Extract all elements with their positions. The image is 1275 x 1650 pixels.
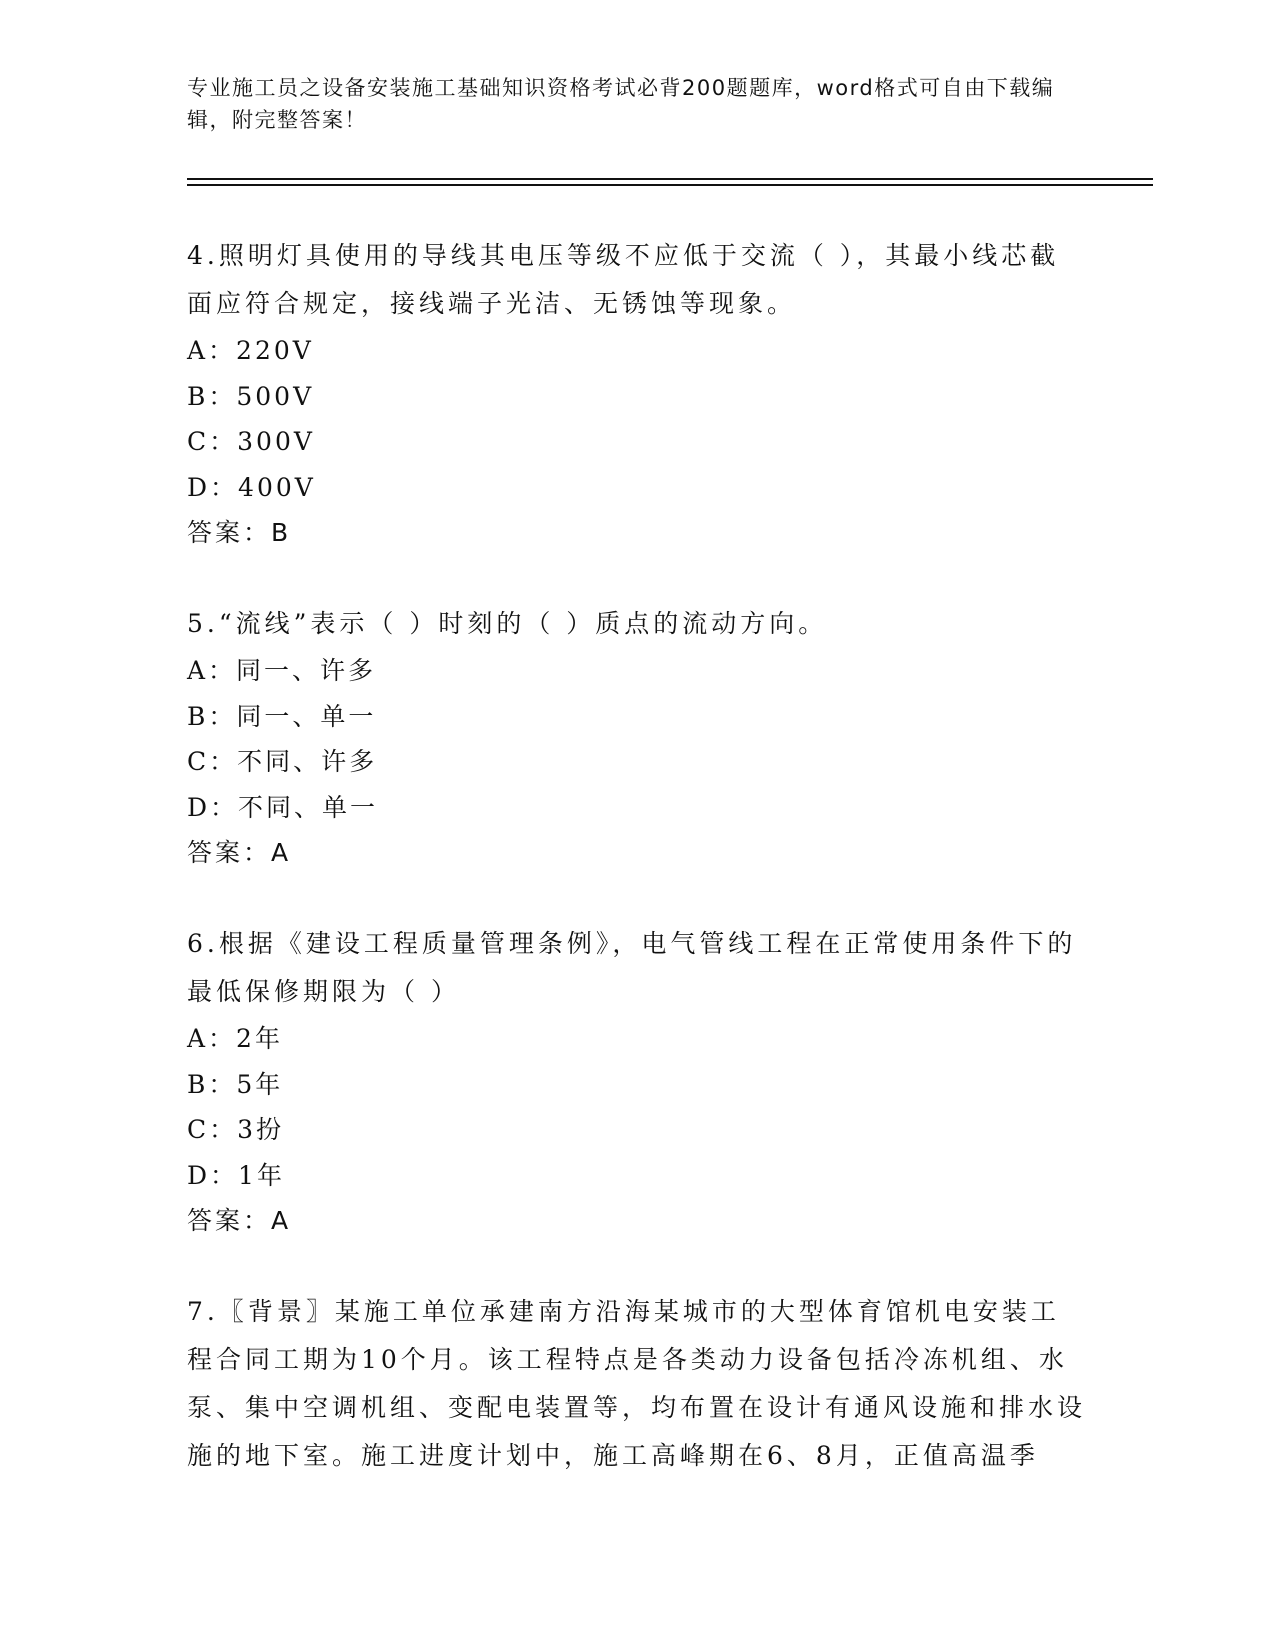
question-stem: 7.〖背景〗某施工单位承建南方沿海某城市的大型体育馆机电安装工程合同工期为10个月。该工程特点是各类动力设备包括冷冻机组、水泵、集中空调机组、变配电装置等，均布置在设计有通风设施和排水设施的地下室。施工进度计划中，施工高峰期在6、8月，正值高温季 [187,1297,1087,1470]
header-rule-bottom [187,184,1153,186]
option-d: D：不同、单一 [187,792,379,822]
answer: 答案：A [187,838,292,867]
option-a: A：220V [187,336,314,365]
header-rule-top [187,178,1153,180]
option-c: C：不同、许多 [187,747,378,776]
question-stem: 4.照明灯具使用的导线其电压等级不应低于交流（ ），其最小线芯截面应符合规定，接线端子光洁、无锈蚀等现象。 [187,241,1060,318]
option-b: B：500V [187,381,315,411]
question-4 [187,232,1087,556]
question-list [187,232,1087,1524]
option-d: D：400V [187,472,316,502]
question-7 [187,1288,1087,1480]
question-5 [187,600,1087,876]
option-a: A：2年 [187,1024,283,1053]
question-stem: 5.“流线”表示（ ）时刻的（ ）质点的流动方向。 [187,609,828,638]
option-d: D：1年 [187,1160,285,1190]
document-header: 专业施工员之设备安装施工基础知识资格考试必背200题题库，word格式可自由下载编辑，附完整答案！ [187,76,1055,132]
option-b: B：5年 [187,1069,284,1099]
question-6 [187,920,1087,1244]
option-b: B：同一、单一 [187,701,377,731]
answer: 答案：B [187,518,292,547]
option-c: C：3扮 [187,1115,285,1144]
question-stem: 6.根据《建设工程质量管理条例》，电气管线工程在正常使用条件下的最低保修期限为（ ） [187,929,1077,1006]
option-a: A：同一、许多 [187,656,377,685]
answer: 答案：A [187,1206,292,1235]
option-c: C：300V [187,427,315,456]
